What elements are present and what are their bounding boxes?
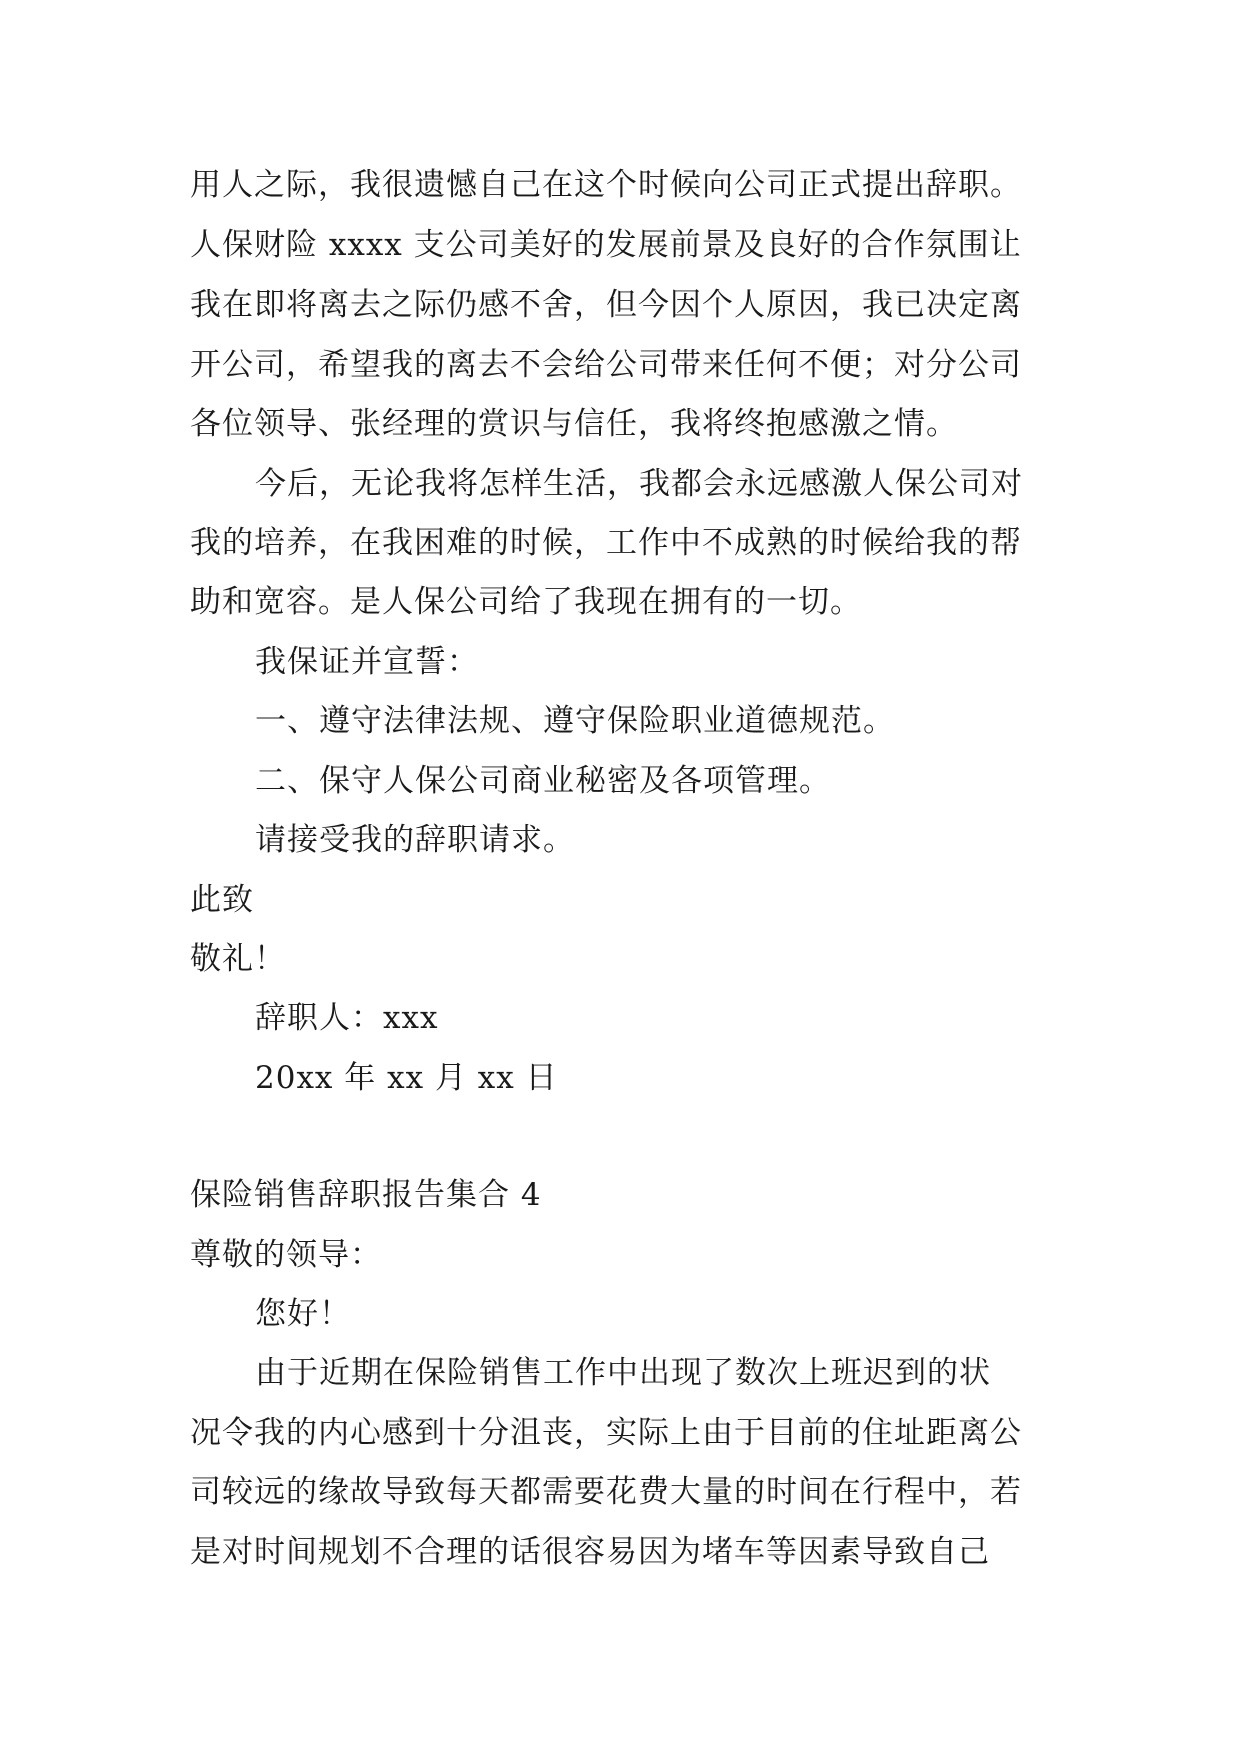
- paragraph-line: 开公司，希望我的离去不会给公司带来任何不便；对分公司: [190, 347, 1022, 383]
- paragraph-line: 由于近期在保险销售工作中出现了数次上班迟到的状: [255, 1355, 991, 1391]
- paragraph-line: 助和宽容。是人保公司给了我现在拥有的一切。: [190, 584, 862, 620]
- letter-greeting: 尊敬的领导：: [190, 1237, 382, 1273]
- signature-name: 辞职人：xxx: [255, 1000, 439, 1036]
- pledge-item: 一、遵守法律法规、遵守保险职业道德规范。: [255, 703, 895, 739]
- paragraph-line: 我的培养，在我困难的时候，工作中不成熟的时候给我的帮: [190, 525, 1022, 561]
- signature-date: 20xx 年 xx 月 xx 日: [255, 1060, 558, 1096]
- paragraph-line: 人保财险 xxxx 支公司美好的发展前景及良好的合作氛围让: [190, 227, 1022, 263]
- pledge-item: 二、保守人保公司商业秘密及各项管理。: [255, 763, 831, 799]
- paragraph-line: 是对时间规划不合理的话很容易因为堵车等因素导致自己: [190, 1534, 990, 1570]
- paragraph-line: 用人之际，我很遗憾自己在这个时候向公司正式提出辞职。: [190, 167, 1022, 203]
- paragraph-line: 今后，无论我将怎样生活，我都会永远感激人保公司对: [255, 466, 1023, 502]
- salutation-closing: 此致: [190, 882, 254, 918]
- letter-hello: 您好！: [255, 1296, 351, 1332]
- section-title: 保险销售辞职报告集合 4: [190, 1177, 542, 1213]
- salutation-regards: 敬礼！: [190, 941, 286, 977]
- closing-request: 请接受我的辞职请求。: [255, 822, 575, 858]
- paragraph-line: 司较远的缘故导致每天都需要花费大量的时间在行程中，若: [190, 1474, 1022, 1510]
- paragraph-line: 我在即将离去之际仍感不舍，但今因个人原因，我已决定离: [190, 287, 1022, 323]
- pledge-heading: 我保证并宣誓：: [255, 644, 479, 680]
- paragraph-line: 况令我的内心感到十分沮丧，实际上由于目前的住址距离公: [190, 1415, 1022, 1451]
- paragraph-line: 各位领导、张经理的赏识与信任，我将终抱感激之情。: [190, 406, 958, 442]
